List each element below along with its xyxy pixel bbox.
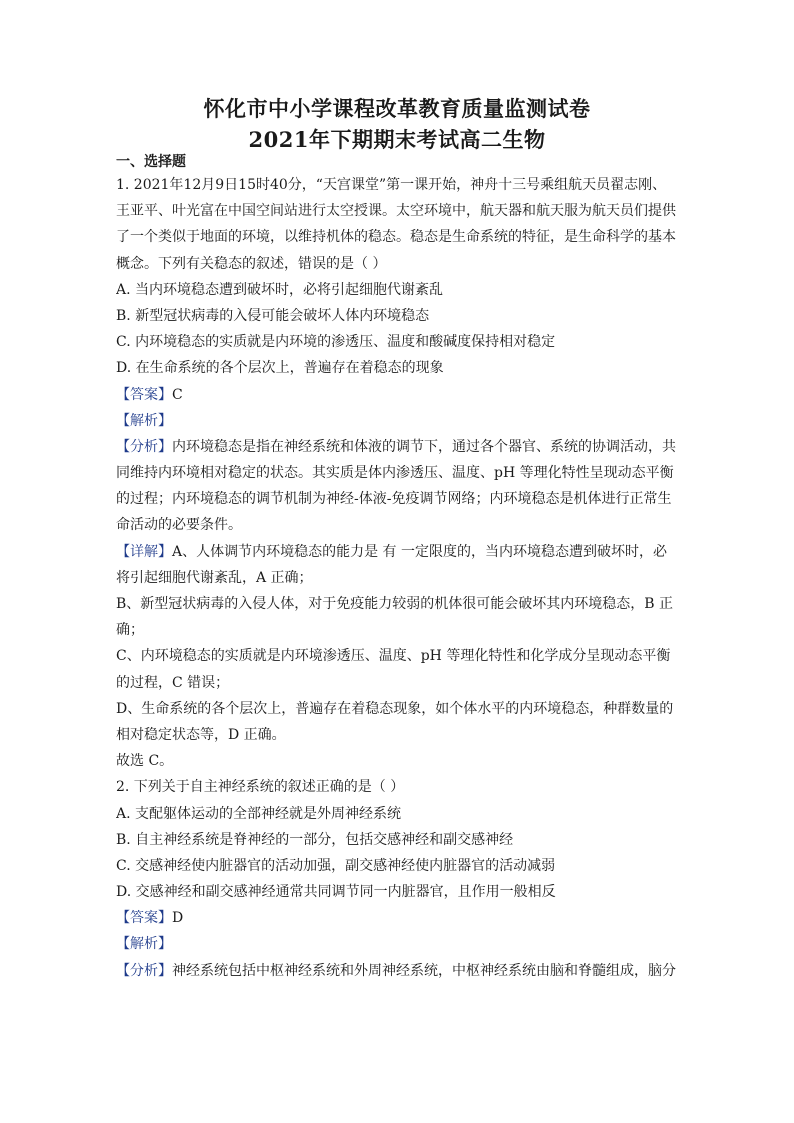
xiangjie-tag: 【详解】 xyxy=(116,543,172,560)
fenxi-tag: 【分析】 xyxy=(116,962,172,979)
question-1-option-a: A. 当内环境稳态遭到破坏时，必将引起细胞代谢紊乱 xyxy=(116,281,444,298)
question-2-stem-line: 2. 下列关于自主神经系统的叙述正确的是（ ） xyxy=(116,779,405,796)
question-2-option-c: C. 交感神经使内脏器官的活动加强，副交感神经使内脏器官的活动减弱 xyxy=(116,857,556,874)
question-1-xiangjie-line: C、内环境稳态的实质就是内环境渗透压、温度、pH 等理化特性和化学成分呈现动态平衡 xyxy=(116,648,671,665)
question-1-xiangjie-line: B、新型冠状病毒的入侵人体，对于免疫能力较弱的机体很可能会破坏其内环境稳态，B 正 xyxy=(116,596,674,612)
question-1-stem-line: 王亚平、叶光富在中国空间站进行太空授课。太空环境中，航天器和航天服为航天员们提供 xyxy=(116,203,676,220)
answer-value: C xyxy=(172,386,183,403)
fenxi-tag: 【分析】 xyxy=(116,438,172,455)
question-1-answer xyxy=(116,382,682,408)
question-1-xiangjie-line xyxy=(116,539,682,565)
answer-value: D xyxy=(172,910,184,927)
answer-tag: 【答案】 xyxy=(116,910,172,927)
document-body xyxy=(116,172,682,984)
xiangjie-text: A、人体调节内环境稳态的能力是 有 一定限度的，当内环境稳态遭到破坏时，必 xyxy=(172,543,668,560)
question-2-answer xyxy=(116,905,682,931)
question-1-fenxi-line: 的过程；内环境稳态的调节机制为神经-体液-免疫调节网络；内环境稳态是机体进行正常生 xyxy=(116,491,672,508)
question-1-stem-line: 了一个类似于地面的环境，以维持机体的稳态。稳态是生命系统的特征，是生命科学的基本 xyxy=(116,229,676,246)
question-1-xiangjie-line: 的过程，C 错误； xyxy=(116,674,230,691)
question-2 xyxy=(116,774,682,984)
section-heading: 一、选择题 xyxy=(116,154,186,170)
question-2-option-d: D. 交感神经和副交感神经通常共同调节同一内脏器官，且作用一般相反 xyxy=(116,884,556,901)
document-title-line-2: 2021年下期期末考试高二生物 xyxy=(248,127,546,152)
question-1-xiangjie-line: 将引起细胞代谢紊乱，A 正确； xyxy=(116,569,313,586)
question-2-option-b: B. 自主神经系统是脊神经的一部分，包括交感神经和副交感神经 xyxy=(116,831,514,848)
question-1-xiangjie-line: 确； xyxy=(116,622,144,639)
question-1-fenxi-line xyxy=(116,434,682,460)
question-2-option-a: A. 支配躯体运动的全部神经就是外周神经系统 xyxy=(116,805,402,822)
document-title-line-1: 怀化市中小学课程改革教育质量监测试卷 xyxy=(203,96,591,121)
question-2-analysis-tag xyxy=(116,931,682,957)
question-1-option-d: D. 在生命系统的各个层次上，普遍存在着稳态的现象 xyxy=(116,360,444,377)
question-1-analysis-tag xyxy=(116,408,682,434)
question-1 xyxy=(116,172,682,774)
question-1-fenxi-line: 命活动的必要条件。 xyxy=(116,517,242,534)
question-1-stem-line: 概念。下列有关稳态的叙述，错误的是（ ） xyxy=(116,255,387,272)
question-1-option-b: B. 新型冠状病毒的入侵可能会破坏人体内环境稳态 xyxy=(116,307,430,324)
fenxi-text: 内环境稳态是指在神经系统和体液的调节下，通过各个器官、系统的协调活动，共 xyxy=(172,438,676,455)
analysis-tag: 【解析】 xyxy=(116,936,172,953)
analysis-tag: 【解析】 xyxy=(116,412,172,429)
question-1-stem-line: 1. 2021年12月9日15时40分，“天宫课堂”第一课开始，神舟十三号乘组航天员翟志刚、 xyxy=(116,177,667,193)
question-1-xiangjie-line: 相对稳定状态等，D 正确。 xyxy=(116,726,286,743)
question-1-option-c: C. 内环境稳态的实质就是内环境的渗透压、温度和酸碱度保持相对稳定 xyxy=(116,334,556,351)
question-1-fenxi-line: 同维持内环境相对稳定的状态。其实质是体内渗透压、温度、pH 等理化特性呈现动态平衡 xyxy=(116,465,674,482)
question-1-xiangjie-line: D、生命系统的各个层次上，普遍存在着稳态现象，如个体水平的内环境稳态，种群数量的 xyxy=(116,700,674,717)
question-2-fenxi-line xyxy=(116,958,682,984)
answer-tag: 【答案】 xyxy=(116,386,172,403)
fenxi-text: 神经系统包括中枢神经系统和外周神经系统，中枢神经系统由脑和脊髓组成，脑分 xyxy=(172,962,676,979)
question-1-conclusion: 故选 C。 xyxy=(116,753,174,770)
